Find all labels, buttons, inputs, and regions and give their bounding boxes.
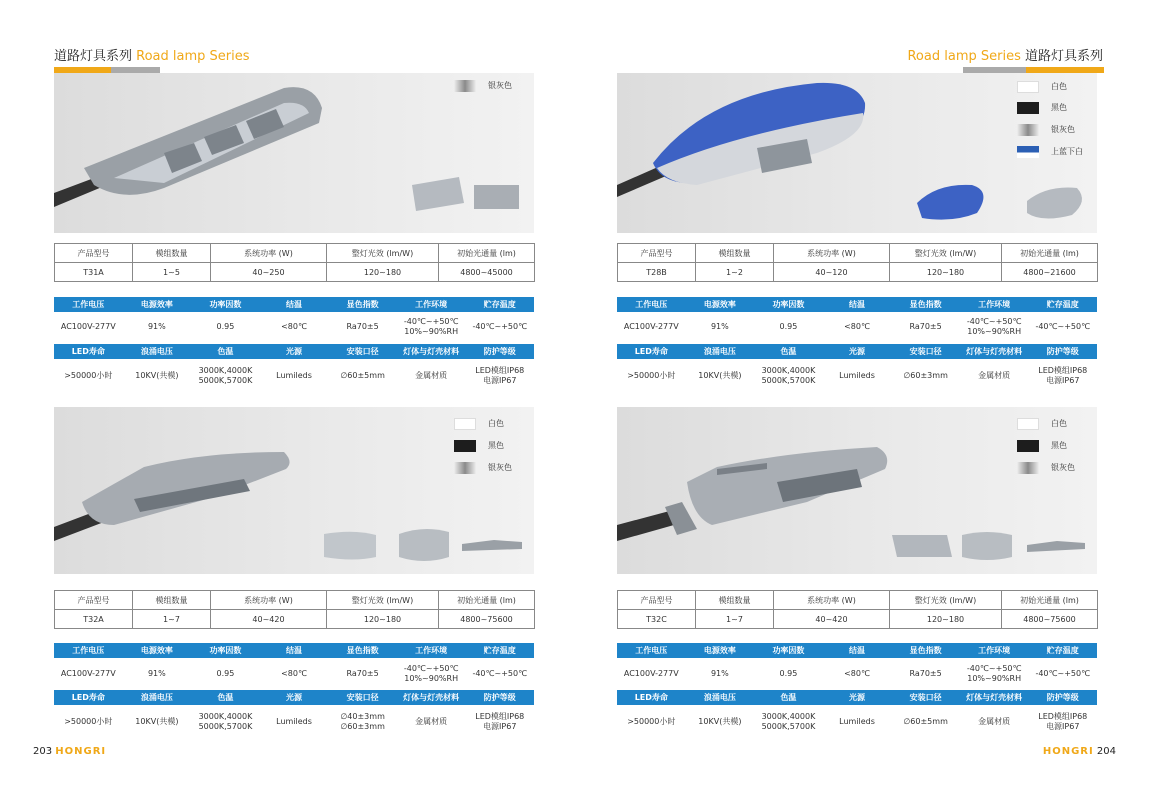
header-cell: 初始光通量 (lm) (439, 244, 535, 263)
header-cell: 产品型号 (618, 244, 696, 263)
blue-header-band-1: 工作电压 电源效率 功率因数 结温 显色指数 工作环境 贮存温度 (54, 643, 534, 658)
value-row-2: >50000小时 10KV(共模) 3000K,4000K 5000K,5700K Lumileds ∅60±3mm 金属材质 LED模组IP68 电源IP67 (627, 366, 1088, 385)
color-label: 白色 (1051, 419, 1067, 428)
value-row-2: >50000小时 10KV(共模) 3000K,4000K 5000K,5700K Lumileds ∅60±5mm 金属材质 LED模组IP68 电源IP67 (627, 712, 1088, 731)
spec-table-t31a (54, 243, 535, 282)
color-label: 黑色 (488, 441, 504, 450)
header-cell: 初始光通量 (lm) (1002, 591, 1098, 610)
color-label: 黑色 (1051, 103, 1067, 112)
value-row-1: AC100V-277V 91% 0.95 <80℃ Ra70±5 -40℃~+50℃ 10%~90%RH -40℃~+50℃ (60, 317, 528, 336)
model-cell: T32A (55, 610, 133, 629)
silver-swatch (1017, 462, 1039, 474)
value-row-2: >50000小时 10KV(共模) 3000K,4000K 5000K,5700K Lumileds ∅60±5mm 金属材质 LED模组IP68 电源IP67 (64, 366, 525, 385)
efficacy-cell: 120~180 (890, 610, 1002, 629)
spec-table-t32a (54, 590, 535, 629)
model-cell: T31A (55, 263, 133, 282)
header-cell: 模组数量 (696, 244, 774, 263)
spec-table-t32c (617, 590, 1098, 629)
product-photo-t31a (54, 73, 534, 233)
color-label: 白色 (488, 419, 504, 428)
efficacy-cell: 120~180 (890, 263, 1002, 282)
blue-header-band-2: LED寿命 浪涌电压 色温 光源 安装口径 灯体与灯壳材料 防护等级 (54, 344, 534, 359)
value-row-2: >50000小时 10KV(共模) 3000K,4000K 5000K,5700K Lumileds ∅40±3mm ∅60±3mm 金属材质 LED模组IP68 电源IP67 (64, 712, 525, 731)
model-cell: T28B (618, 263, 696, 282)
page-title-right: Road lamp Series 道路灯具系列 (907, 49, 1103, 64)
brand-logo-text: HONGRI (1042, 746, 1094, 757)
value-row-1: AC100V-277V 91% 0.95 <80℃ Ra70±5 -40℃~+50℃ 10%~90%RH -40℃~+50℃ (623, 664, 1091, 683)
white-swatch (1017, 418, 1039, 430)
silver-swatch (454, 462, 476, 474)
color-label: 上蓝下白 (1051, 147, 1083, 156)
header-cell: 系统功率 (W) (211, 244, 327, 263)
module-count-cell: 1~7 (696, 610, 774, 629)
power-cell: 40~250 (211, 263, 327, 282)
white-swatch (1017, 81, 1039, 93)
color-label: 银灰色 (488, 81, 512, 90)
value-row-1: AC100V-277V 91% 0.95 <80℃ Ra70±5 -40℃~+50℃ 10%~90%RH -40℃~+50℃ (623, 317, 1091, 336)
page-title-left: 道路灯具系列 Road lamp Series (54, 49, 250, 64)
flux-cell: 4800~45000 (439, 263, 535, 282)
module-count-cell: 1~2 (696, 263, 774, 282)
blue-header-band-2: LED寿命 浪涌电压 色温 光源 安装口径 灯体与灯壳材料 防护等级 (617, 690, 1097, 705)
color-label: 银灰色 (488, 463, 512, 472)
header-cell: 整灯光效 (lm/W) (327, 591, 439, 610)
lamp-illustration (54, 407, 534, 574)
product-photo-t32c (617, 407, 1097, 574)
silver-swatch (454, 80, 476, 92)
lamp-illustration (54, 73, 534, 233)
black-swatch (1017, 440, 1039, 452)
value-row-1: AC100V-277V 91% 0.95 <80℃ Ra70±5 -40℃~+50℃ 10%~90%RH -40℃~+50℃ (60, 664, 528, 683)
page-number: 203 (33, 746, 53, 757)
blue-header-band-2: LED寿命 浪涌电压 色温 光源 安装口径 灯体与灯壳材料 防护等级 (54, 690, 534, 705)
flux-cell: 4800~75600 (1002, 610, 1098, 629)
flux-cell: 4800~75600 (439, 610, 535, 629)
header-cell: 初始光通量 (lm) (439, 591, 535, 610)
brand-logo-text: HONGRI (55, 746, 107, 757)
black-swatch (454, 440, 476, 452)
page-footer-left (33, 746, 106, 757)
model-cell: T32C (618, 610, 696, 629)
header-cell: 模组数量 (696, 591, 774, 610)
header-cell: 整灯光效 (lm/W) (890, 591, 1002, 610)
header-cell: 产品型号 (55, 244, 133, 263)
power-cell: 40~420 (774, 610, 890, 629)
page-number: 204 (1096, 746, 1116, 757)
header-cell: 初始光通量 (lm) (1002, 244, 1098, 263)
lamp-illustration (617, 407, 1097, 574)
product-photo-t32a (54, 407, 534, 574)
module-count-cell: 1~7 (133, 610, 211, 629)
color-label: 银灰色 (1051, 125, 1075, 134)
spec-table-t28b (617, 243, 1098, 282)
color-label: 黑色 (1051, 441, 1067, 450)
header-cell: 系统功率 (W) (774, 591, 890, 610)
product-photo-t28b (617, 73, 1097, 233)
header-cell: 模组数量 (133, 244, 211, 263)
header-cell: 产品型号 (618, 591, 696, 610)
color-label: 银灰色 (1051, 463, 1075, 472)
power-cell: 40~120 (774, 263, 890, 282)
flux-cell: 4800~21600 (1002, 263, 1098, 282)
color-label: 白色 (1051, 82, 1067, 91)
efficacy-cell: 120~180 (327, 263, 439, 282)
page-footer-right (1043, 746, 1116, 757)
header-cell: 整灯光效 (lm/W) (327, 244, 439, 263)
blue-header-band-1: 工作电压 电源效率 功率因数 结温 显色指数 工作环境 贮存温度 (54, 297, 534, 312)
silver-swatch (1017, 124, 1039, 136)
header-cell: 整灯光效 (lm/W) (890, 244, 1002, 263)
module-count-cell: 1~5 (133, 263, 211, 282)
blue-white-swatch (1017, 146, 1039, 158)
header-cell: 系统功率 (W) (211, 591, 327, 610)
black-swatch (1017, 102, 1039, 114)
blue-header-band-1: 工作电压 电源效率 功率因数 结温 显色指数 工作环境 贮存温度 (617, 297, 1097, 312)
white-swatch (454, 418, 476, 430)
blue-header-band-1: 工作电压 电源效率 功率因数 结温 显色指数 工作环境 贮存温度 (617, 643, 1097, 658)
header-cell: 产品型号 (55, 591, 133, 610)
header-cell: 模组数量 (133, 591, 211, 610)
header-cell: 系统功率 (W) (774, 244, 890, 263)
power-cell: 40~420 (211, 610, 327, 629)
blue-header-band-2: LED寿命 浪涌电压 色温 光源 安装口径 灯体与灯壳材料 防护等级 (617, 344, 1097, 359)
efficacy-cell: 120~180 (327, 610, 439, 629)
